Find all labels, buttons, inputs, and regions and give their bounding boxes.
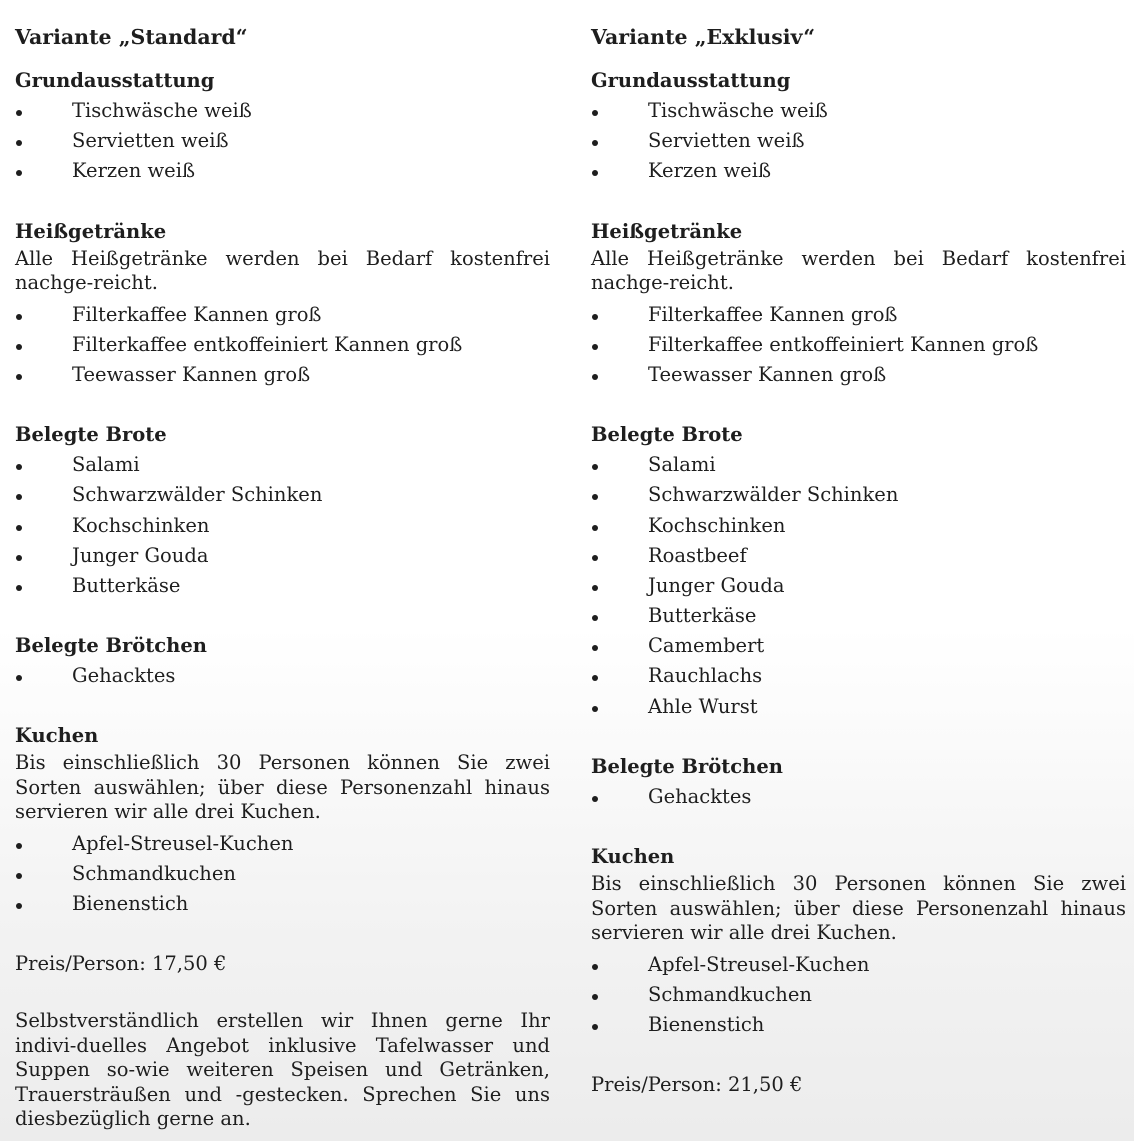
section-price — [15, 949, 550, 979]
variant-title: Variante „Standard“ — [15, 25, 248, 49]
bullet-list — [15, 661, 550, 691]
section-grundausstattung — [15, 66, 550, 187]
list-item: Schmandkuchen — [72, 861, 236, 885]
section-belegte-brote — [591, 420, 1126, 722]
bullet-list — [591, 950, 1126, 1041]
section-belegte-broetchen — [591, 752, 1126, 812]
section-heading: Belegte Brötchen — [591, 754, 783, 778]
section-heading: Heißgetränke — [591, 219, 743, 243]
list-item: Kerzen weiß — [648, 159, 771, 183]
list-item: Butterkäse — [648, 604, 757, 628]
list-item: Servietten weiß — [72, 129, 229, 153]
list-item: Apfel-Streusel-Kuchen — [648, 952, 870, 976]
list-item: Gehacktes — [72, 664, 176, 688]
section-price — [591, 1070, 1126, 1100]
list-item: Teewasser Kannen groß — [72, 362, 311, 386]
closing-note: Selbstverständlich erstellen wir Ihnen gerne Ihr indivi-duelles Angebot inklusive Tafelwasser und Suppen so-wie weiteren Speisen und Getränken, Trauersträußen und -gestecken. Sprechen Sie uns diesbezüglich gerne an. — [15, 1009, 550, 1131]
list-item: Filterkaffee Kannen groß — [72, 302, 322, 326]
bullet-list — [15, 96, 550, 187]
section-description: Bis einschließlich 30 Personen können Sie zwei Sorten auswählen; über diese Personenzahl hinaus servieren wir alle drei Kuchen. — [591, 872, 1126, 944]
bullet-list — [591, 450, 1126, 722]
variant-standard-column — [15, 22, 550, 1132]
section-description: Alle Heißgetränke werden bei Bedarf kostenfrei nachge-reicht. — [15, 246, 550, 295]
list-item: Junger Gouda — [72, 543, 209, 567]
section-heading: Belegte Brote — [15, 423, 167, 447]
price-per-person: Preis/Person: 21,50 € — [591, 1073, 803, 1097]
list-item: Camembert — [648, 634, 765, 658]
section-heading: Kuchen — [15, 724, 99, 748]
list-item: Roastbeef — [648, 543, 747, 567]
section-heissgetraenke — [591, 217, 1126, 391]
bullet-list — [591, 96, 1126, 187]
section-note — [15, 1009, 550, 1132]
list-item: Butterkäse — [72, 573, 181, 597]
list-item: Kerzen weiß — [72, 159, 195, 183]
section-description: Alle Heißgetränke werden bei Bedarf kostenfrei nachge-reicht. — [591, 246, 1126, 295]
variant-title: Variante „Exklusiv“ — [591, 25, 816, 49]
section-belegte-brote — [15, 420, 550, 601]
section-grundausstattung — [591, 66, 1126, 187]
section-heissgetraenke — [15, 217, 550, 391]
bullet-list — [15, 450, 550, 601]
price-per-person: Preis/Person: 17,50 € — [15, 952, 227, 976]
list-item: Teewasser Kannen groß — [648, 362, 887, 386]
section-belegte-broetchen — [15, 631, 550, 691]
variant-exklusiv-column — [591, 22, 1126, 1100]
bullet-list — [591, 782, 1126, 812]
bullet-list — [15, 300, 550, 391]
list-item: Salami — [72, 453, 140, 477]
section-kuchen — [591, 842, 1126, 1040]
list-item: Schwarzwälder Schinken — [72, 483, 323, 507]
list-item: Bienenstich — [648, 1012, 765, 1036]
list-item: Gehacktes — [648, 784, 752, 808]
list-item: Schmandkuchen — [648, 982, 812, 1006]
list-item: Filterkaffee Kannen groß — [648, 302, 898, 326]
section-kuchen — [15, 721, 550, 919]
list-item: Junger Gouda — [648, 573, 785, 597]
list-item: Filterkaffee entkoffeiniert Kannen groß — [72, 332, 463, 356]
section-heading: Belegte Brote — [591, 423, 743, 447]
bullet-list — [15, 829, 550, 920]
list-item: Tischwäsche weiß — [648, 99, 828, 122]
section-heading: Kuchen — [591, 845, 675, 868]
list-item: Kochschinken — [648, 513, 786, 537]
section-heading: Grundausstattung — [15, 69, 215, 92]
list-item: Bienenstich — [72, 892, 189, 916]
list-item: Kochschinken — [72, 513, 210, 537]
list-item: Tischwäsche weiß — [72, 99, 252, 122]
list-item: Filterkaffee entkoffeiniert Kannen groß — [648, 332, 1039, 356]
section-heading: Belegte Brötchen — [15, 634, 207, 658]
bullet-list — [591, 300, 1126, 391]
list-item: Ahle Wurst — [648, 694, 758, 718]
list-item: Salami — [648, 453, 716, 477]
section-heading: Grundausstattung — [591, 69, 791, 92]
list-item: Schwarzwälder Schinken — [648, 483, 899, 507]
list-item: Rauchlachs — [648, 664, 763, 688]
section-description: Bis einschließlich 30 Personen können Sie zwei Sorten auswählen; über diese Personenzahl hinaus servieren wir alle drei Kuchen. — [15, 751, 550, 824]
list-item: Apfel-Streusel-Kuchen — [72, 831, 294, 855]
section-heading: Heißgetränke — [15, 219, 167, 243]
list-item: Servietten weiß — [648, 129, 805, 153]
